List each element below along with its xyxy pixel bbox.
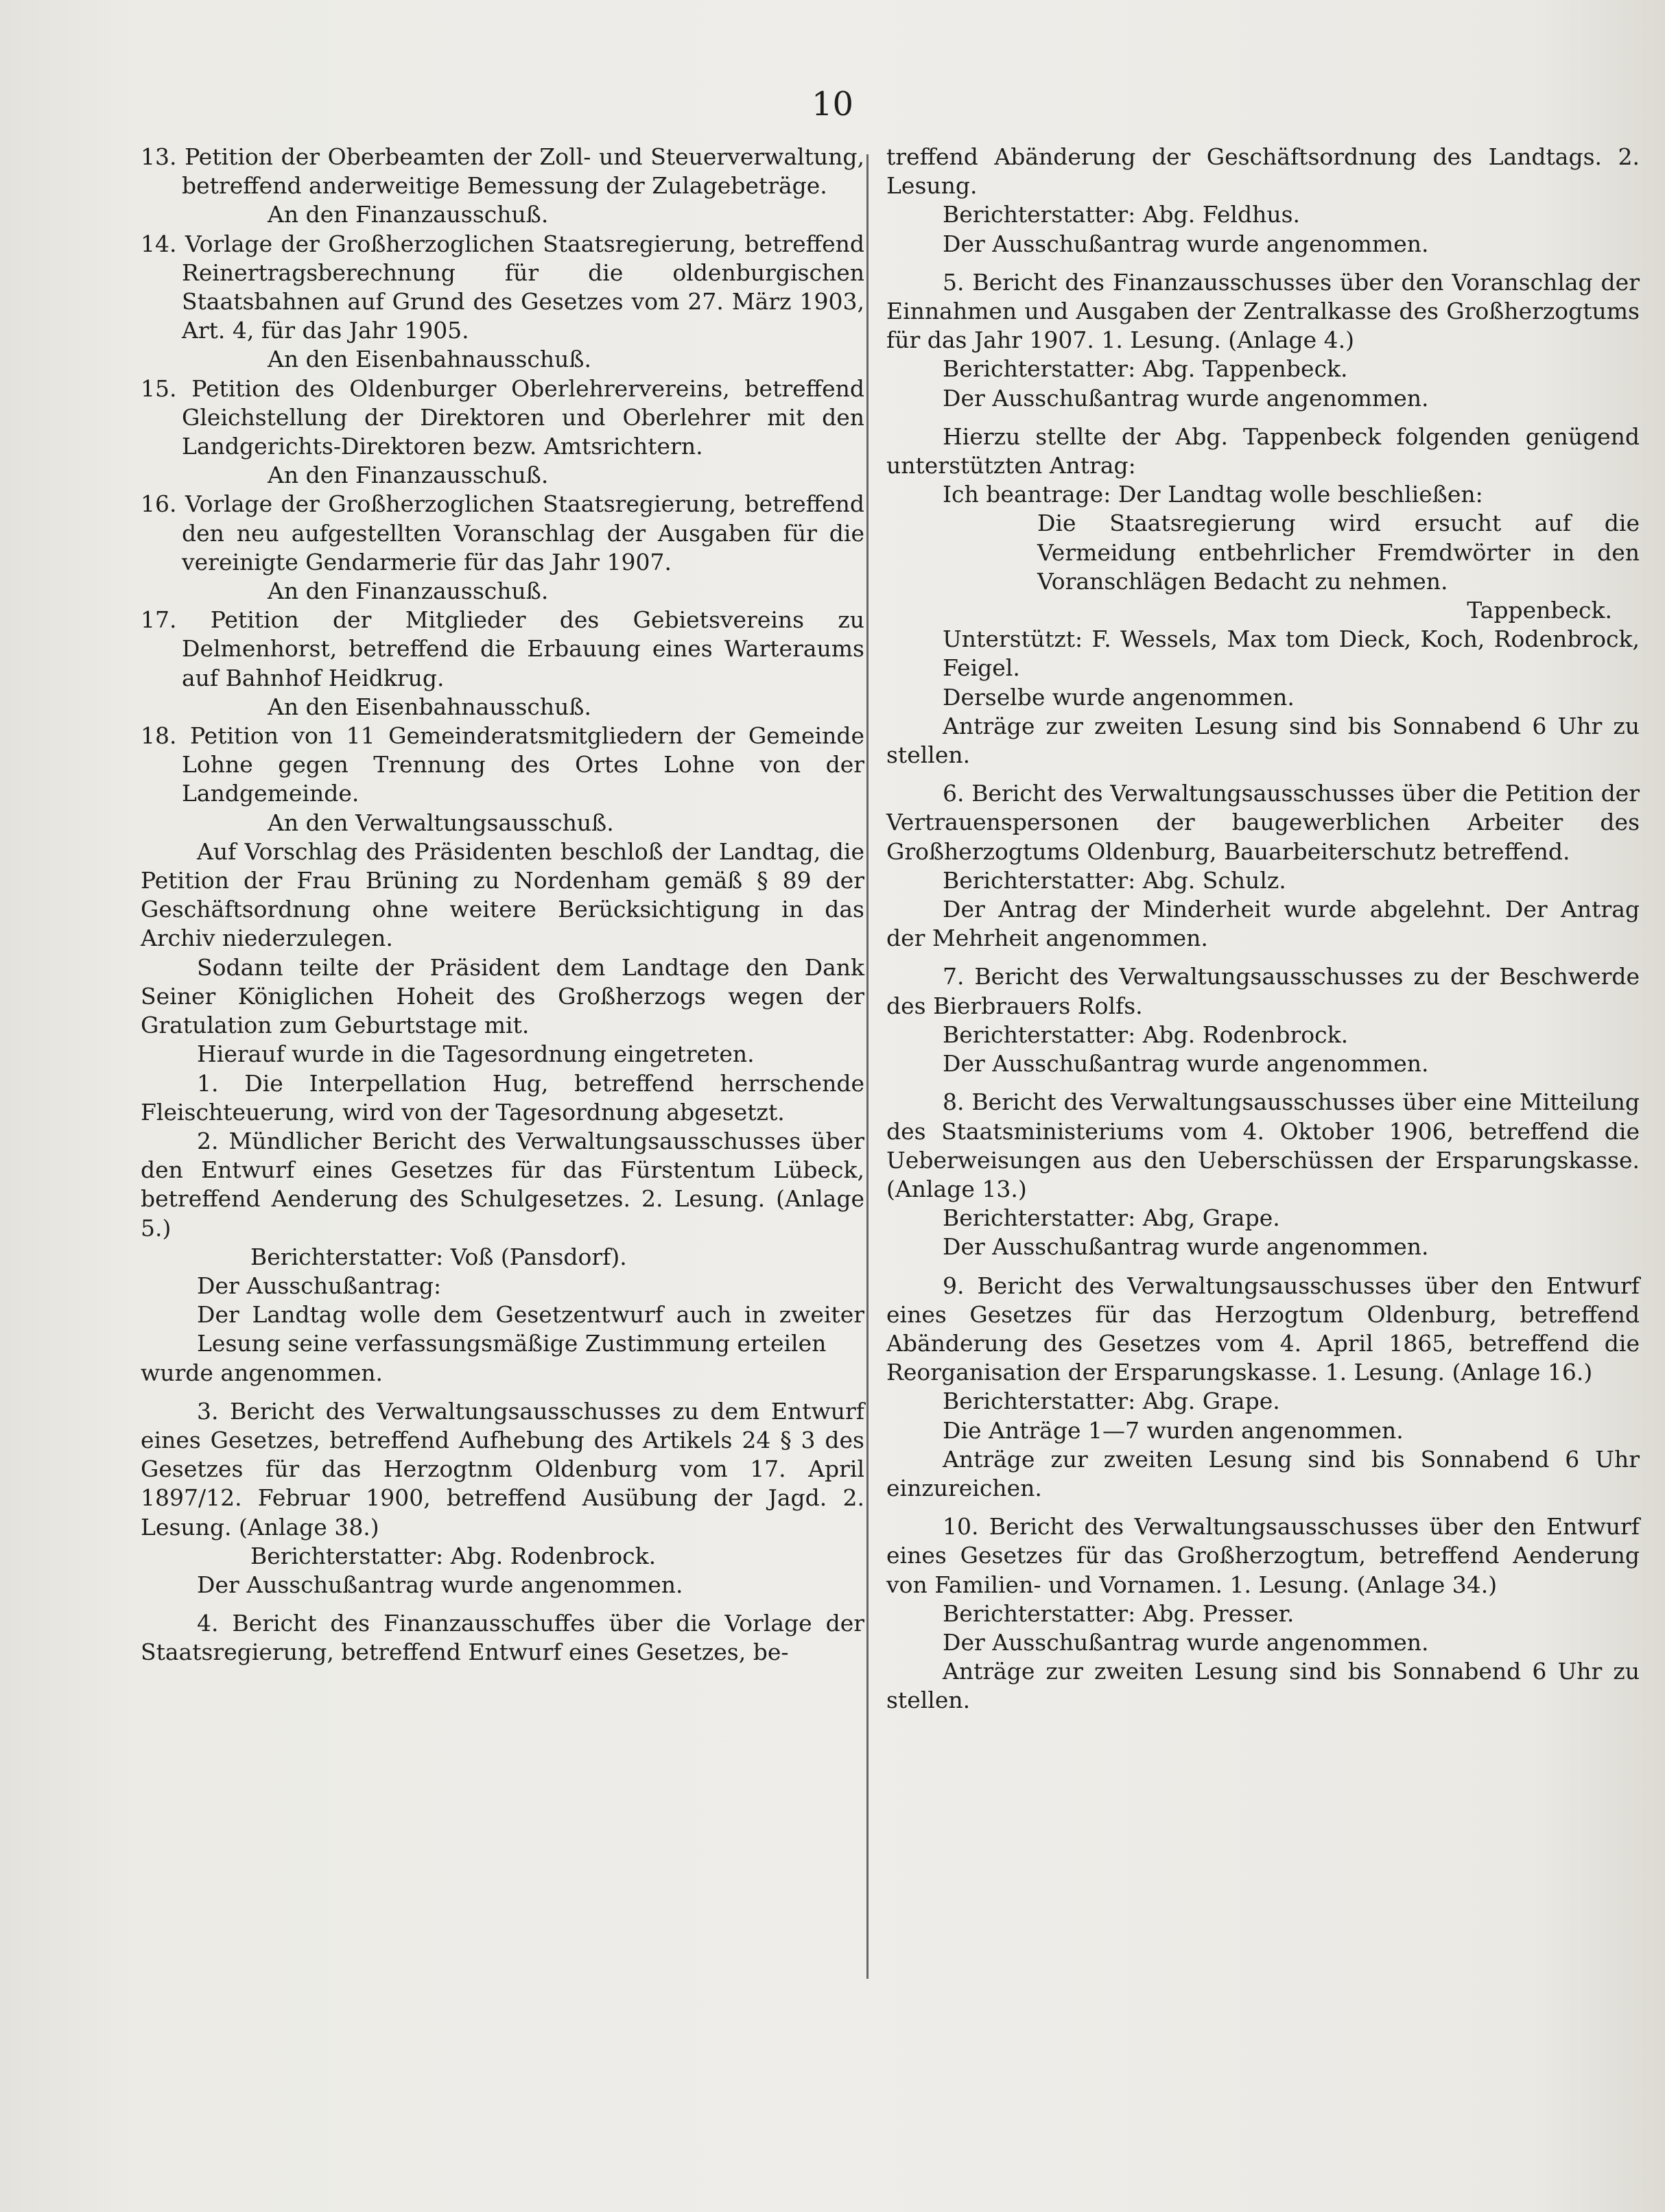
agenda-item-10-result: Der Ausschußantrag wurde angenommen. xyxy=(943,1628,1429,1656)
agenda-item-4: 4. Bericht des Finanzausschuffes über die Vorlage der Staatsregierung, betreffend Entwurf eines Gesetzes, be- xyxy=(141,1610,864,1666)
paragraph-proposal: Auf Vorschlag des Präsidenten beschloß der Landtag, die Petition der Frau Brüning zu Nordenham gemäß § 89 der Geschäftsordnung ohne weitere Berücksichtigung in das Archiv niederzulegen. xyxy=(141,837,864,952)
agenda-item-9-result: Die Anträge 1—7 wurden angenommen. xyxy=(943,1416,1404,1444)
agenda-item-6-result: Der Antrag der Minderheit wurde abgelehnt. Der Antrag der Mehrheit angenommen. xyxy=(886,896,1640,952)
list-item-17: 17. Petition der Mitglieder des Gebietsvereins zu Delmenhorst, betreffend die Erbauung eines Warteraums auf Bahnhof Heidkrug. xyxy=(141,606,864,691)
agenda-item-2: 2. Mündlicher Bericht des Verwaltungsausschusses über den Entwurf eines Gesetzes für das Fürstentum Lübeck, betreffend Aenderung des Schulgesetzes. 2. Lesung. (Anlage 5.) xyxy=(141,1127,864,1241)
agenda-item-5-signature: Tappenbeck. xyxy=(1467,597,1612,624)
agenda-item-5-reporter: Berichterstatter: Abg. Tappenbeck. xyxy=(943,355,1348,383)
committee-ref-16: An den Finanzausschuß. xyxy=(268,578,549,605)
agenda-item-7-reporter: Berichterstatter: Abg. Rodenbrock. xyxy=(943,1021,1349,1048)
right-column xyxy=(886,143,1640,1715)
agenda-item-6-reporter: Berichterstatter: Abg. Schulz. xyxy=(943,866,1286,894)
agenda-item-8: 8. Bericht des Verwaltungsausschusses über eine Mitteilung des Staatsministeriums vom 4. Oktober 1906, betreffend die Ueberweisungen aus den Ueberschüssen der Ersparungskasse. (Anlage 13.) xyxy=(886,1089,1640,1202)
list-item-15: 15. Petition des Oldenburger Oberlehrervereins, betreffend Gleichstellung der Direktoren und Oberlehrer mit den Landgerichts-Direktoren bezw. Amtsrichtern. xyxy=(141,374,864,460)
agenda-item-9: 9. Bericht des Verwaltungsausschusses über den Entwurf eines Gesetzes für das Herzogtum Oldenburg, betreffend Abänderung des Gesetzes vom 4. April 1865, betreffend die Reorganisation der Ersparungskasse. 1. Lesung. (Anlage 16.) xyxy=(886,1272,1640,1386)
committee-ref-15: An den Finanzausschuß. xyxy=(268,462,549,489)
agenda-item-5-motion-result: Derselbe wurde angenommen. xyxy=(943,683,1295,711)
agenda-item-2-reporter: Berichterstatter: Voß (Pansdorf). xyxy=(250,1243,627,1270)
agenda-item-2-motion: Der Landtag wolle dem Gesetzentwurf auch in zweiter Lesung seine verfassungsmäßige Zustimmung erteilen xyxy=(197,1301,864,1357)
agenda-item-8-reporter: Berichterstatter: Abg, Grape. xyxy=(943,1204,1280,1232)
agenda-item-10: 10. Bericht des Verwaltungsausschusses über den Entwurf eines Gesetzes für das Großherzogtum, betreffend Aenderung von Familien- und Vornamen. 1. Lesung. (Anlage 34.) xyxy=(886,1513,1640,1598)
agenda-item-3-reporter: Berichterstatter: Abg. Rodenbrock. xyxy=(250,1542,657,1569)
agenda-item-9-deadline: Anträge zur zweiten Lesung sind bis Sonnabend 6 Uhr einzureichen. xyxy=(886,1445,1640,1501)
committee-ref-14: An den Eisenbahnausschuß. xyxy=(268,346,591,373)
agenda-item-2-result: wurde angenommen. xyxy=(141,1359,383,1386)
agenda-item-10-reporter: Berichterstatter: Abg. Presser. xyxy=(943,1599,1295,1627)
paragraph-agenda-start: Hierauf wurde in die Tagesordnung eingetreten. xyxy=(197,1040,755,1068)
left-column xyxy=(141,143,864,1667)
agenda-item-7: 7. Bericht des Verwaltungsausschusses zu der Beschwerde des Bierbrauers Rolfs. xyxy=(886,963,1640,1019)
agenda-item-5-motion-lead: Ich beantrage: Der Landtag wolle beschließen: xyxy=(943,481,1483,508)
agenda-item-2-motion-intro: Der Ausschußantrag: xyxy=(197,1272,442,1299)
agenda-item-3: 3. Bericht des Verwaltungsausschusses zu dem Entwurf eines Gesetzes, betreffend Aufhebung des Artikels 24 § 3 des Gesetzes für das Herzogtnm Oldenburg vom 17. April 1897/12. Februar 1900, betreffend Ausübung der Jagd. 2. Lesung. (Anlage 38.) xyxy=(141,1397,864,1541)
agenda-item-9-reporter: Berichterstatter: Abg. Grape. xyxy=(943,1388,1280,1415)
agenda-item-3-result: Der Ausschußantrag wurde angenommen. xyxy=(197,1571,683,1598)
list-item-18: 18. Petition von 11 Gemeinderatsmitgliedern der Gemeinde Lohne gegen Trennung des Ortes Lohne von der Landgemeinde. xyxy=(141,722,864,807)
list-item-16: 16. Vorlage der Großherzoglichen Staatsregierung, betreffend den neu aufgestellten Voranschlag der Ausgaben für die vereinigte Gendarmerie für das Jahr 1907. xyxy=(141,490,864,575)
list-item-13: 13. Petition der Oberbeamten der Zoll- und Steuerverwaltung, betreffend anderweitige Bemessung der Zulagebeträge. xyxy=(141,143,864,200)
agenda-item-5-supporters: Unterstützt: F. Wessels, Max tom Dieck, Koch, Rodenbrock, Feigel. xyxy=(943,626,1640,682)
agenda-item-5-motion-intro: Hierzu stellte der Abg. Tappenbeck folgenden genügend unterstützten Antrag: xyxy=(886,423,1640,479)
agenda-item-4-result: Der Ausschußantrag wurde angenommen. xyxy=(943,230,1429,257)
column-divider xyxy=(866,154,869,1979)
agenda-item-10-deadline: Anträge zur zweiten Lesung sind bis Sonnabend 6 Uhr zu stellen. xyxy=(886,1658,1640,1714)
committee-ref-13: An den Finanzausschuß. xyxy=(268,201,549,228)
agenda-item-4-continued: treffend Abänderung der Geschäftsordnung des Landtags. 2. Lesung. xyxy=(886,143,1640,200)
agenda-item-4-reporter: Berichterstatter: Abg. Feldhus. xyxy=(943,201,1301,228)
agenda-item-5-result: Der Ausschußantrag wurde angenommen. xyxy=(943,384,1429,412)
page-number: 10 xyxy=(811,85,854,123)
agenda-item-8-result: Der Ausschußantrag wurde angenommen. xyxy=(943,1233,1429,1261)
committee-ref-17: An den Eisenbahnausschuß. xyxy=(268,693,591,720)
agenda-item-5-deadline: Anträge zur zweiten Lesung sind bis Sonnabend 6 Uhr zu stellen. xyxy=(886,712,1640,769)
agenda-item-5: 5. Bericht des Finanzausschusses über den Voranschlag der Einnahmen und Ausgaben der Zentralkasse des Großherzogtums für das Jahr 1907. 1. Lesung. (Anlage 4.) xyxy=(886,268,1640,354)
agenda-item-1: 1. Die Interpellation Hug, betreffend herrschende Fleischteuerung, wird von der Tagesordnung abgesetzt. xyxy=(141,1069,864,1126)
list-item-14: 14. Vorlage der Großherzoglichen Staatsregierung, betreffend Reinertragsberechnung für die oldenburgischen Staatsbahnen auf Grund des Gesetzes vom 27. März 1903, Art. 4, für das Jahr 1905. xyxy=(141,230,864,344)
paragraph-thanks: Sodann teilte der Präsident dem Landtage den Dank Seiner Königlichen Hoheit des Großherzogs wegen der Gratulation zum Geburtstage mit. xyxy=(141,953,864,1039)
agenda-item-5-motion-text: Die Staatsregierung wird ersucht auf die Vermeidung entbehrlicher Fremdwörter in den Voranschlägen Bedacht zu nehmen. xyxy=(1037,510,1640,595)
committee-ref-18: An den Verwaltungsausschuß. xyxy=(268,809,614,836)
agenda-item-6: 6. Bericht des Verwaltungsausschusses über die Petition der Vertrauenspersonen der baugewerblichen Arbeiter des Großherzogtums Oldenburg, Bauarbeiterschutz betreffend. xyxy=(886,780,1640,865)
agenda-item-7-result: Der Ausschußantrag wurde angenommen. xyxy=(943,1050,1429,1078)
